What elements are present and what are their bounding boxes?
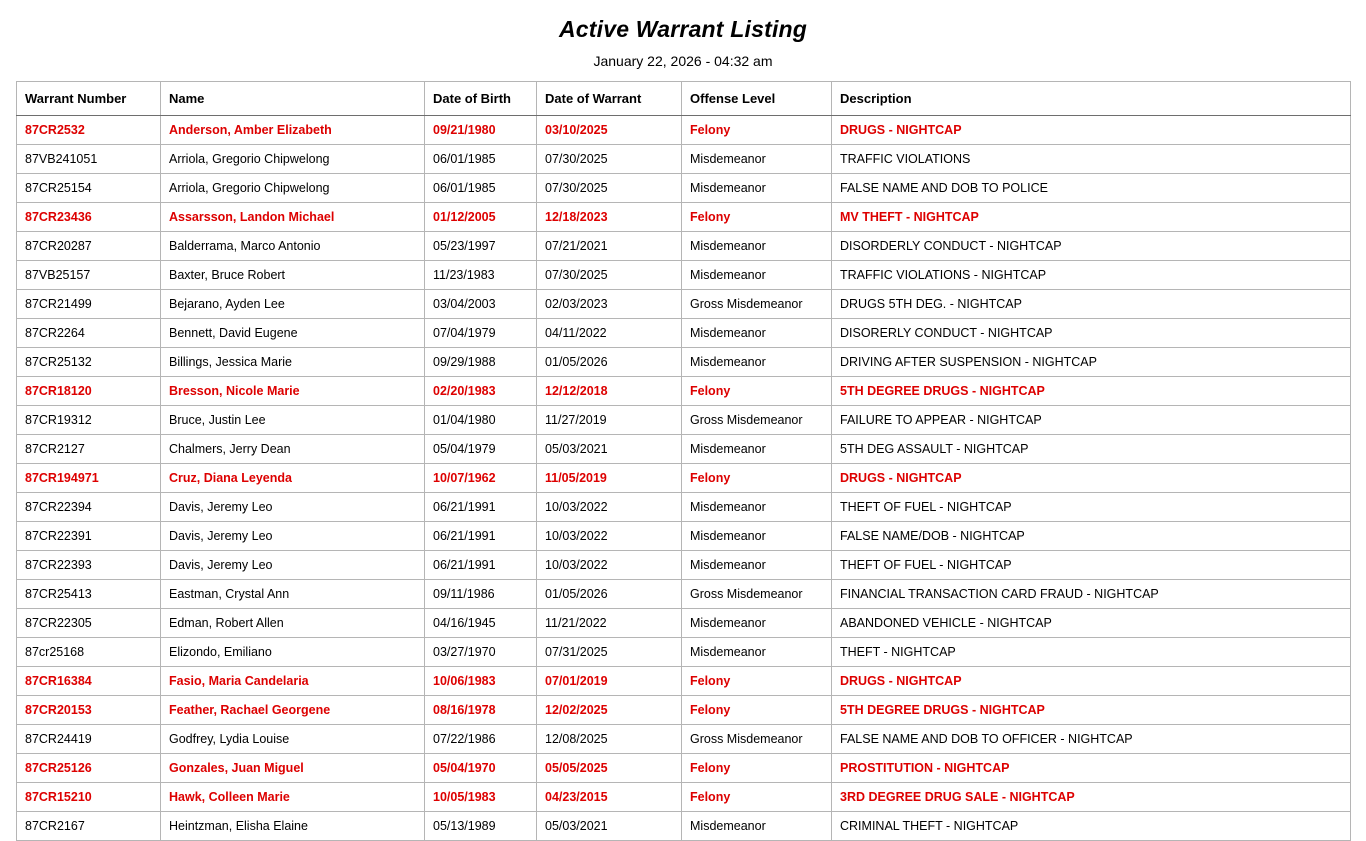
date-of-birth-cell: 05/04/1979 (425, 435, 537, 464)
column-header-description: Description (832, 82, 1351, 116)
description-cell: DRUGS - NIGHTCAP (832, 667, 1351, 696)
date-of-birth-cell: 10/07/1962 (425, 464, 537, 493)
table-header-row (17, 82, 1351, 116)
date-of-warrant-cell: 11/27/2019 (537, 406, 682, 435)
date-of-warrant-cell: 07/01/2019 (537, 667, 682, 696)
warrant-number-cell: 87CR22305 (17, 609, 161, 638)
description-cell: THEFT - NIGHTCAP (832, 638, 1351, 667)
warrant-number-cell: 87CR21499 (17, 290, 161, 319)
name-cell: Fasio, Maria Candelaria (161, 667, 425, 696)
offense-level-cell: Misdemeanor (682, 145, 832, 174)
description-cell: TRAFFIC VIOLATIONS (832, 145, 1351, 174)
date-of-birth-cell: 07/22/1986 (425, 725, 537, 754)
table-row (17, 522, 1351, 551)
description-cell: 5TH DEGREE DRUGS - NIGHTCAP (832, 696, 1351, 725)
date-of-birth-cell: 06/21/1991 (425, 493, 537, 522)
date-of-birth-cell: 05/13/1989 (425, 812, 537, 841)
date-of-birth-cell: 04/16/1945 (425, 609, 537, 638)
warrant-table (16, 81, 1351, 841)
table-row (17, 406, 1351, 435)
table-body (17, 116, 1351, 841)
description-cell: MV THEFT - NIGHTCAP (832, 203, 1351, 232)
name-cell: Assarsson, Landon Michael (161, 203, 425, 232)
name-cell: Bruce, Justin Lee (161, 406, 425, 435)
warrant-number-cell: 87CR2532 (17, 116, 161, 145)
name-cell: Davis, Jeremy Leo (161, 551, 425, 580)
description-cell: DISORDERLY CONDUCT - NIGHTCAP (832, 232, 1351, 261)
date-of-warrant-cell: 04/23/2015 (537, 783, 682, 812)
table-header (17, 82, 1351, 116)
table-row (17, 290, 1351, 319)
column-header-warrant-number: Warrant Number (17, 82, 161, 116)
description-cell: FALSE NAME AND DOB TO OFFICER - NIGHTCAP (832, 725, 1351, 754)
name-cell: Feather, Rachael Georgene (161, 696, 425, 725)
date-of-birth-cell: 05/04/1970 (425, 754, 537, 783)
table-row (17, 348, 1351, 377)
offense-level-cell: Misdemeanor (682, 638, 832, 667)
warrant-number-cell: 87VB25157 (17, 261, 161, 290)
name-cell: Davis, Jeremy Leo (161, 522, 425, 551)
description-cell: THEFT OF FUEL - NIGHTCAP (832, 551, 1351, 580)
date-of-warrant-cell: 02/03/2023 (537, 290, 682, 319)
table-row (17, 754, 1351, 783)
name-cell: Elizondo, Emiliano (161, 638, 425, 667)
warrant-number-cell: 87CR24419 (17, 725, 161, 754)
offense-level-cell: Misdemeanor (682, 551, 832, 580)
column-header-offense-level: Offense Level (682, 82, 832, 116)
offense-level-cell: Gross Misdemeanor (682, 290, 832, 319)
description-cell: DRUGS - NIGHTCAP (832, 116, 1351, 145)
description-cell: FAILURE TO APPEAR - NIGHTCAP (832, 406, 1351, 435)
offense-level-cell: Misdemeanor (682, 261, 832, 290)
date-of-birth-cell: 01/04/1980 (425, 406, 537, 435)
offense-level-cell: Gross Misdemeanor (682, 725, 832, 754)
description-cell: 5TH DEG ASSAULT - NIGHTCAP (832, 435, 1351, 464)
warrant-number-cell: 87CR16384 (17, 667, 161, 696)
date-of-birth-cell: 10/06/1983 (425, 667, 537, 696)
warrant-number-cell: 87CR22394 (17, 493, 161, 522)
table-row (17, 783, 1351, 812)
name-cell: Heintzman, Elisha Elaine (161, 812, 425, 841)
description-cell: FALSE NAME AND DOB TO POLICE (832, 174, 1351, 203)
warrant-number-cell: 87CR25413 (17, 580, 161, 609)
column-header-date-of-warrant: Date of Warrant (537, 82, 682, 116)
description-cell: DRIVING AFTER SUSPENSION - NIGHTCAP (832, 348, 1351, 377)
warrant-table-container (0, 81, 1366, 841)
table-row (17, 638, 1351, 667)
date-of-birth-cell: 10/05/1983 (425, 783, 537, 812)
date-of-warrant-cell: 07/30/2025 (537, 261, 682, 290)
table-row (17, 174, 1351, 203)
offense-level-cell: Felony (682, 116, 832, 145)
name-cell: Bejarano, Ayden Lee (161, 290, 425, 319)
name-cell: Arriola, Gregorio Chipwelong (161, 145, 425, 174)
date-of-birth-cell: 06/01/1985 (425, 174, 537, 203)
date-of-birth-cell: 01/12/2005 (425, 203, 537, 232)
date-of-warrant-cell: 07/31/2025 (537, 638, 682, 667)
name-cell: Cruz, Diana Leyenda (161, 464, 425, 493)
date-of-warrant-cell: 05/03/2021 (537, 812, 682, 841)
date-of-warrant-cell: 10/03/2022 (537, 493, 682, 522)
name-cell: Bennett, David Eugene (161, 319, 425, 348)
table-row (17, 725, 1351, 754)
name-cell: Gonzales, Juan Miguel (161, 754, 425, 783)
table-row (17, 145, 1351, 174)
date-of-birth-cell: 08/16/1978 (425, 696, 537, 725)
warrant-number-cell: 87CR15210 (17, 783, 161, 812)
name-cell: Hawk, Colleen Marie (161, 783, 425, 812)
offense-level-cell: Felony (682, 754, 832, 783)
warrant-number-cell: 87CR20287 (17, 232, 161, 261)
offense-level-cell: Misdemeanor (682, 609, 832, 638)
name-cell: Davis, Jeremy Leo (161, 493, 425, 522)
description-cell: 5TH DEGREE DRUGS - NIGHTCAP (832, 377, 1351, 406)
offense-level-cell: Misdemeanor (682, 348, 832, 377)
offense-level-cell: Misdemeanor (682, 174, 832, 203)
warrant-number-cell: 87CR18120 (17, 377, 161, 406)
date-of-warrant-cell: 10/03/2022 (537, 522, 682, 551)
date-of-birth-cell: 06/21/1991 (425, 522, 537, 551)
offense-level-cell: Felony (682, 667, 832, 696)
warrant-number-cell: 87CR20153 (17, 696, 161, 725)
date-of-warrant-cell: 11/21/2022 (537, 609, 682, 638)
table-row (17, 667, 1351, 696)
date-of-warrant-cell: 05/03/2021 (537, 435, 682, 464)
warrant-number-cell: 87cr25168 (17, 638, 161, 667)
date-of-warrant-cell: 07/30/2025 (537, 174, 682, 203)
offense-level-cell: Misdemeanor (682, 812, 832, 841)
page-timestamp: January 22, 2026 - 04:32 am (593, 53, 773, 69)
date-of-warrant-cell: 03/10/2025 (537, 116, 682, 145)
name-cell: Chalmers, Jerry Dean (161, 435, 425, 464)
page-title: Active Warrant Listing (558, 16, 808, 42)
date-of-birth-cell: 09/29/1988 (425, 348, 537, 377)
date-of-warrant-cell: 12/18/2023 (537, 203, 682, 232)
warrant-number-cell: 87CR2167 (17, 812, 161, 841)
table-row (17, 435, 1351, 464)
description-cell: TRAFFIC VIOLATIONS - NIGHTCAP (832, 261, 1351, 290)
date-of-birth-cell: 03/04/2003 (425, 290, 537, 319)
offense-level-cell: Misdemeanor (682, 319, 832, 348)
offense-level-cell: Gross Misdemeanor (682, 406, 832, 435)
column-header-date-of-birth: Date of Birth (425, 82, 537, 116)
date-of-warrant-cell: 12/08/2025 (537, 725, 682, 754)
table-row (17, 377, 1351, 406)
offense-level-cell: Misdemeanor (682, 522, 832, 551)
date-of-warrant-cell: 07/21/2021 (537, 232, 682, 261)
date-of-birth-cell: 09/21/1980 (425, 116, 537, 145)
date-of-birth-cell: 07/04/1979 (425, 319, 537, 348)
warrant-number-cell: 87CR2264 (17, 319, 161, 348)
column-header-name: Name (161, 82, 425, 116)
date-of-birth-cell: 06/21/1991 (425, 551, 537, 580)
date-of-warrant-cell: 01/05/2026 (537, 580, 682, 609)
warrant-number-cell: 87CR19312 (17, 406, 161, 435)
warrant-number-cell: 87CR25132 (17, 348, 161, 377)
description-cell: ABANDONED VEHICLE - NIGHTCAP (832, 609, 1351, 638)
table-row (17, 551, 1351, 580)
table-row (17, 609, 1351, 638)
warrant-number-cell: 87CR22393 (17, 551, 161, 580)
offense-level-cell: Misdemeanor (682, 232, 832, 261)
date-of-birth-cell: 05/23/1997 (425, 232, 537, 261)
description-cell: DRUGS - NIGHTCAP (832, 464, 1351, 493)
table-row (17, 493, 1351, 522)
warrant-number-cell: 87CR23436 (17, 203, 161, 232)
name-cell: Edman, Robert Allen (161, 609, 425, 638)
description-cell: DISORERLY CONDUCT - NIGHTCAP (832, 319, 1351, 348)
warrant-number-cell: 87CR22391 (17, 522, 161, 551)
description-cell: PROSTITUTION - NIGHTCAP (832, 754, 1351, 783)
date-of-warrant-cell: 12/12/2018 (537, 377, 682, 406)
name-cell: Anderson, Amber Elizabeth (161, 116, 425, 145)
date-of-birth-cell: 03/27/1970 (425, 638, 537, 667)
table-row (17, 232, 1351, 261)
offense-level-cell: Misdemeanor (682, 493, 832, 522)
warrant-number-cell: 87CR2127 (17, 435, 161, 464)
name-cell: Bresson, Nicole Marie (161, 377, 425, 406)
description-cell: 3RD DEGREE DRUG SALE - NIGHTCAP (832, 783, 1351, 812)
date-of-warrant-cell: 04/11/2022 (537, 319, 682, 348)
date-of-birth-cell: 09/11/1986 (425, 580, 537, 609)
date-of-warrant-cell: 05/05/2025 (537, 754, 682, 783)
offense-level-cell: Misdemeanor (682, 435, 832, 464)
name-cell: Billings, Jessica Marie (161, 348, 425, 377)
table-row (17, 464, 1351, 493)
description-cell: FINANCIAL TRANSACTION CARD FRAUD - NIGHTCAP (832, 580, 1351, 609)
description-cell: DRUGS 5TH DEG. - NIGHTCAP (832, 290, 1351, 319)
date-of-birth-cell: 06/01/1985 (425, 145, 537, 174)
date-of-warrant-cell: 07/30/2025 (537, 145, 682, 174)
table-row (17, 319, 1351, 348)
table-row (17, 696, 1351, 725)
name-cell: Eastman, Crystal Ann (161, 580, 425, 609)
offense-level-cell: Felony (682, 696, 832, 725)
name-cell: Balderrama, Marco Antonio (161, 232, 425, 261)
description-cell: FALSE NAME/DOB - NIGHTCAP (832, 522, 1351, 551)
offense-level-cell: Gross Misdemeanor (682, 580, 832, 609)
table-row (17, 116, 1351, 145)
warrant-number-cell: 87CR25154 (17, 174, 161, 203)
description-cell: CRIMINAL THEFT - NIGHTCAP (832, 812, 1351, 841)
name-cell: Godfrey, Lydia Louise (161, 725, 425, 754)
warrant-number-cell: 87VB241051 (17, 145, 161, 174)
warrant-number-cell: 87CR25126 (17, 754, 161, 783)
warrant-listing-page (0, 16, 1366, 841)
warrant-number-cell: 87CR194971 (17, 464, 161, 493)
date-of-warrant-cell: 01/05/2026 (537, 348, 682, 377)
table-row (17, 812, 1351, 841)
table-row (17, 580, 1351, 609)
name-cell: Baxter, Bruce Robert (161, 261, 425, 290)
date-of-warrant-cell: 11/05/2019 (537, 464, 682, 493)
offense-level-cell: Felony (682, 464, 832, 493)
offense-level-cell: Felony (682, 203, 832, 232)
name-cell: Arriola, Gregorio Chipwelong (161, 174, 425, 203)
offense-level-cell: Felony (682, 377, 832, 406)
table-row (17, 261, 1351, 290)
offense-level-cell: Felony (682, 783, 832, 812)
date-of-warrant-cell: 10/03/2022 (537, 551, 682, 580)
description-cell: THEFT OF FUEL - NIGHTCAP (832, 493, 1351, 522)
date-of-warrant-cell: 12/02/2025 (537, 696, 682, 725)
date-of-birth-cell: 11/23/1983 (425, 261, 537, 290)
table-row (17, 203, 1351, 232)
date-of-birth-cell: 02/20/1983 (425, 377, 537, 406)
